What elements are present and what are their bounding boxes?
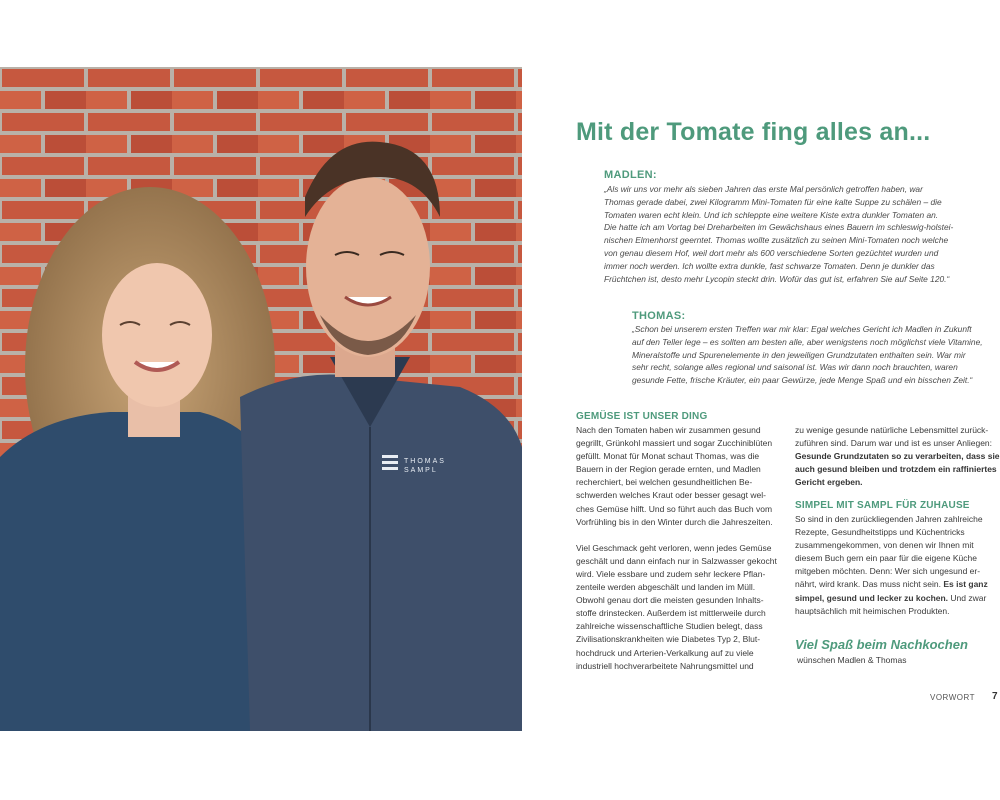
body-line: industriell hochverarbeitete Nahrungsmittel und bbox=[576, 660, 754, 671]
quote-line: auf den Teller lege – es sollten am besten alle, aber wenigstens noch möglichst viele Vitamine, bbox=[632, 336, 983, 347]
body-line: wird. Viele essbare und zudem sehr leckere Pflan- bbox=[576, 568, 766, 579]
madlen-label: MADLEN: bbox=[604, 169, 657, 181]
quote-line: von genau diesem Hof, weil dort mehr als 600 verschiedene Sorten gezüchtet wurden und bbox=[604, 247, 939, 258]
running-footer-section: VORWORT bbox=[930, 693, 975, 702]
quote-line: „Als wir uns vor mehr als sieben Jahren das erste Mal persönlich getroffen haben, war bbox=[604, 184, 923, 194]
quote-line: gesunde Fette, frische Kräuter, ein paar Gewürze, jede Menge Spaß und ein bisschen Zeit.“ bbox=[632, 375, 973, 386]
body-line: Zivilisationskrankheiten wie Diabetes Typ 2, Blut- bbox=[576, 634, 761, 645]
body-line: mitgeben möchten. Denn: Wer sich ungesund er- bbox=[795, 566, 981, 577]
body-column-right-bottom bbox=[795, 513, 988, 618]
body-line: zusammengekommen, von denen wir Ihnen mit bbox=[795, 540, 974, 551]
quote-line: sehr recht, solange alles regional und saisonal ist. Was wir dann noch brauchten, waren bbox=[632, 362, 958, 373]
body-line: Viel Geschmack geht verloren, wenn jedes Gemüse bbox=[576, 542, 772, 553]
quote-line: Tomaten waren echt klein. Und ich schleppte eine weitere Kiste extra dunkler Tomaten an. bbox=[604, 209, 939, 220]
quote-line: Früchtchen ist, desto mehr Lycopin steckt drin. Wofür das gut ist, erfahren Sie auf Seite 120.“ bbox=[604, 273, 950, 284]
body-line: hauptsächlich mit heimischen Produkten. bbox=[795, 605, 950, 616]
body-line-bold: auch gesund bleiben und trotzdem ein raffiniertes bbox=[795, 464, 997, 475]
body-line: hochdruck und Arterien-Verkalkung auf zu viele bbox=[576, 647, 754, 658]
body-line-mixed bbox=[795, 592, 988, 605]
signoff-subtitle: wünschen Madlen & Thomas bbox=[797, 655, 907, 665]
body-line: recherchiert, bei welchen gesundheitlichen Be- bbox=[576, 477, 753, 488]
madlen-quote bbox=[604, 183, 953, 285]
body-text-bold: Es ist ganz bbox=[943, 579, 988, 590]
body-line: ches Gemüse hilft. Und so führt auch das Buch vom bbox=[576, 503, 773, 514]
section-heading-gemuese: GEMÜSE IST UNSER DING bbox=[576, 411, 708, 422]
quote-line: nischen Elmenhorst geerntet. Thomas wollte zusätzlich zu seinen Mini-Tomaten noch welche bbox=[604, 235, 949, 246]
thomas-quote bbox=[632, 323, 983, 387]
body-line: So sind in den zurückliegenden Jahren zahlreiche bbox=[795, 514, 983, 524]
quote-line: „Schon bei unserem ersten Treffen war mir klar: Egal welches Gericht ich Madlen in Zukunft bbox=[632, 324, 972, 334]
body-line: Obwohl genau dort die meisten gesunden Inhalts- bbox=[576, 595, 764, 606]
body-line: zuführen sind. Darum war und ist es unser Anliegen: bbox=[795, 438, 993, 449]
body-line: gefüllt. Monat für Monat schaut Thomas, was die bbox=[576, 451, 760, 462]
body-line: schwerden welches Kraut oder besser gesagt wel- bbox=[576, 490, 766, 501]
body-line: Rezepte, Gesundheitstipps und Küchentricks bbox=[795, 527, 965, 538]
page-number: 7 bbox=[992, 691, 998, 702]
body-line: stoffe drinstecken. Außerdem ist mittlerweile durch bbox=[576, 608, 766, 619]
signoff-title: Viel Spaß beim Nachkochen bbox=[795, 637, 968, 652]
body-line: Vorfrühling bis in den Winter durch die Jahreszeiten. bbox=[576, 516, 773, 527]
body-text: Und zwar bbox=[948, 592, 987, 603]
thomas-label: THOMAS: bbox=[632, 310, 686, 322]
quote-line: immer noch werden. Ich wollte extra dunkle, fast schwarze Tomaten. Denn je dunkler das bbox=[604, 260, 935, 271]
body-line-bold: Gericht ergeben. bbox=[795, 477, 863, 488]
body-line: Bauern in der Region gerade ernten, und Madlen bbox=[576, 464, 761, 475]
body-line: gegrillt, Grünkohl massiert und sogar Zucchiniblüten bbox=[576, 438, 773, 449]
quote-line: Die hatte ich am Vortag bei Dreharbeiten im Gewächshaus eines Bauern im schleswig-holstei- bbox=[604, 222, 954, 233]
quote-line: Thomas gerade dabei, zwei Kilogramm Mini-Tomaten für eine kalte Suppe zu schälen – die bbox=[604, 196, 942, 207]
quote-line: Mineralstoffe und Spurenelemente in den jeweiligen Grundzutaten enthalten sein. War mir bbox=[632, 349, 966, 360]
page-title: Mit der Tomate fing alles an... bbox=[576, 118, 931, 146]
body-column-right-top bbox=[795, 424, 1000, 489]
body-line-bold: Gesunde Grundzutaten so zu verarbeiten, dass sie bbox=[795, 451, 1000, 462]
body-line: geschält und dann einfach nur in Salzwasser gekocht bbox=[576, 555, 777, 566]
section-heading-simpel: SIMPEL MIT SAMPL FÜR ZUHAUSE bbox=[795, 500, 970, 511]
cover-photo bbox=[0, 67, 522, 731]
body-text: nährt, wird krank. Das muss nicht sein. bbox=[795, 579, 944, 590]
body-line: zahlreiche wissenschaftliche Studien belegt, dass bbox=[576, 621, 763, 632]
shirt-logo-line2: SAMPL bbox=[404, 467, 438, 474]
body-line: Nach den Tomaten haben wir zusammen gesund bbox=[576, 425, 761, 435]
body-column-left bbox=[576, 424, 777, 673]
body-line: zu wenige gesunde natürliche Lebensmittel zurück- bbox=[795, 425, 989, 435]
body-text-bold: simpel, gesund und lecker zu kochen. bbox=[795, 592, 949, 603]
body-line: diesem Buch gern ein paar für die eigene Küche bbox=[795, 553, 977, 564]
shirt-logo-line1: THOMAS bbox=[404, 458, 446, 465]
body-line: zenteile werden abgeschält und landen im Müll. bbox=[576, 582, 756, 593]
body-line-mixed bbox=[795, 578, 988, 591]
